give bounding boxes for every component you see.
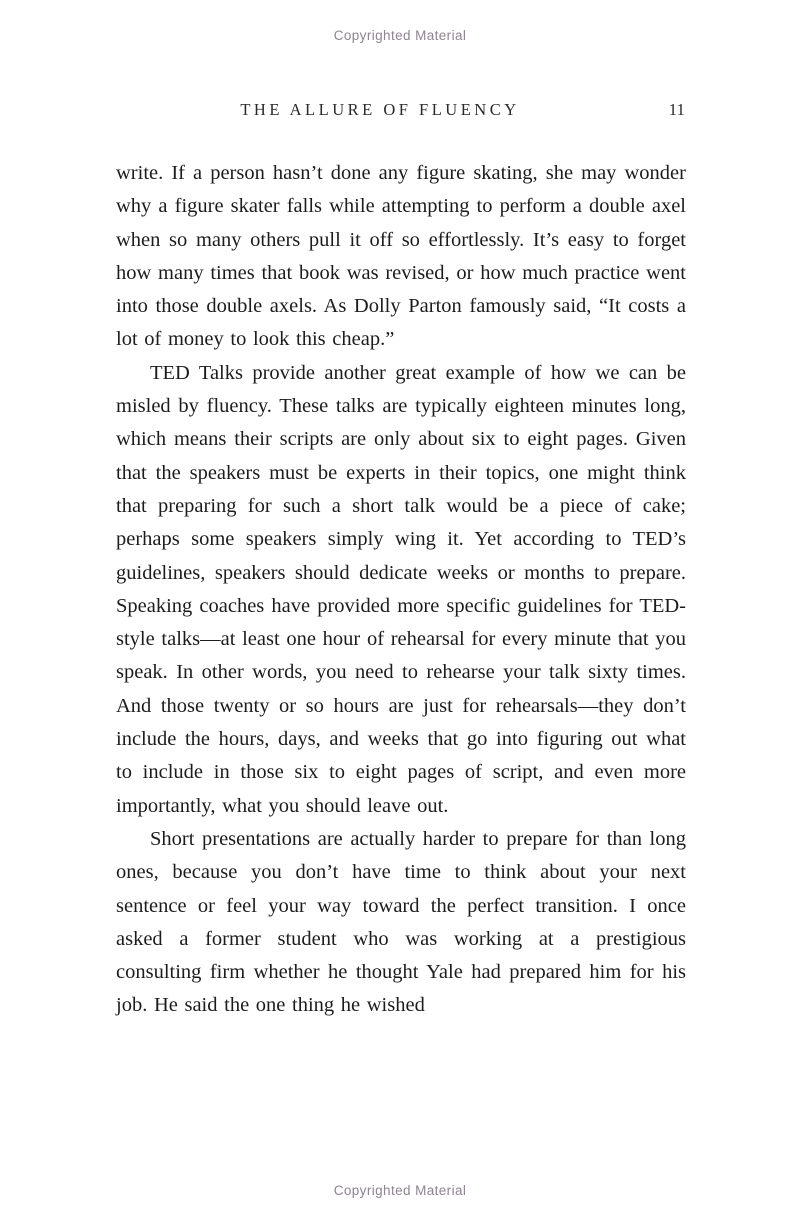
- body-paragraph: write. If a person hasn’t done any figure skating, she may wonder why a figure skater falls while attempting to perform a double axel when so many others pull it off so effortlessly. It’s easy to forget how many times that book was revised, or how much practice went into those double axels. As Dolly Parton famously said, “It costs a lot of money to look this cheap.”: [116, 162, 686, 351]
- running-header-title: THE ALLURE OF FLUENCY: [240, 100, 520, 119]
- copyright-notice-bottom: Copyrighted Material: [333, 1183, 467, 1198]
- body-paragraph: TED Talks provide another great example of how we can be misled by fluency. These talks are typically eighteen minutes long, which means their scripts are only about six to eight pages. Given that the speakers must be experts in their topics, one might think that preparing for such a short talk would be a piece of cake; perhaps some speakers simply wing it. Yet according to TED’s guidelines, speakers should dedicate weeks or months to prepare. Speaking coaches have provided more specific guidelines for TED-style talks—at least one hour of rehearsal for every minute that you speak. In other words, you need to rehearse your talk sixty times. And those twenty or so hours are just for rehearsals—they don’t include the hours, days, and weeks that go into figuring out what to include in those six to eight pages of script, and even more importantly, what you should leave out.: [116, 361, 686, 817]
- running-header: [115, 100, 685, 124]
- body-text-block: [116, 157, 686, 1023]
- page-number: 11: [668, 100, 685, 119]
- body-paragraph: Short presentations are actually harder to prepare for than long ones, because you don’t have time to think about your next sentence or feel your way toward the perfect transition. I once asked a former student who was working at a prestigious consulting firm whether he thought Yale had prepared him for his job. He said the one thing he wished: [116, 827, 686, 1017]
- copyright-notice-top: Copyrighted Material: [333, 28, 467, 43]
